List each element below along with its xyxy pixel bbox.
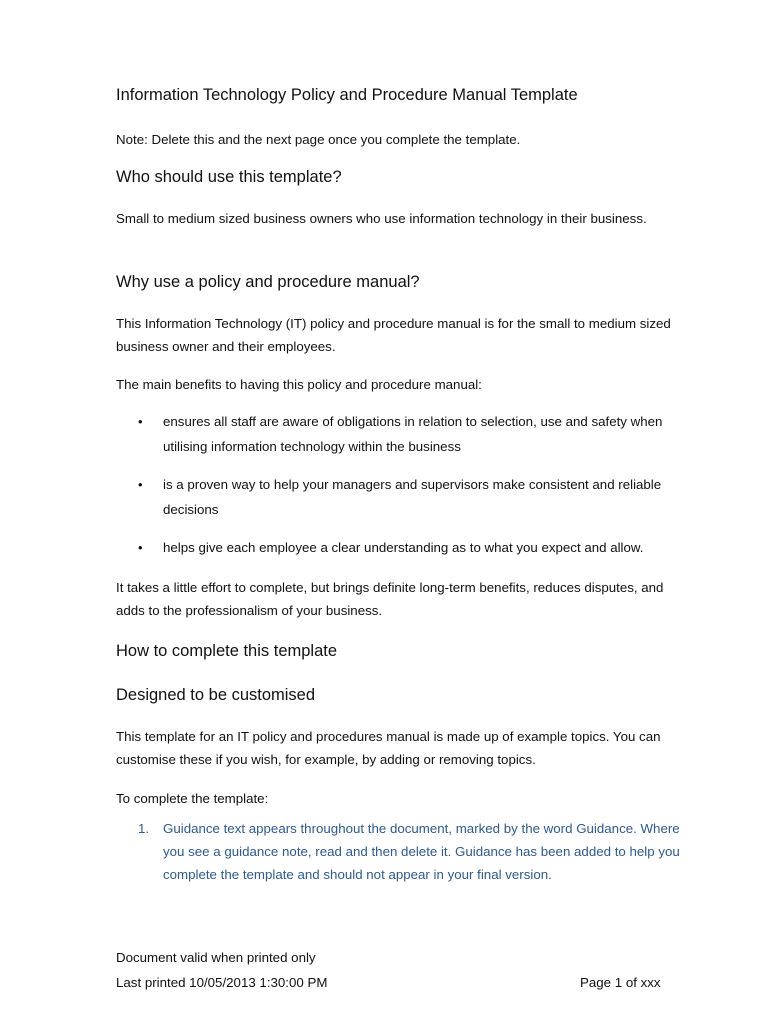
heading-how: How to complete this template <box>116 642 338 660</box>
paragraph-benefits-lead: The main benefits to having this policy and procedure manual: <box>116 377 482 392</box>
document-title: Information Technology Policy and Procedure Manual Template <box>116 86 578 104</box>
heading-why: Why use a policy and procedure manual? <box>116 273 420 291</box>
list-item-text: ensures all staff are aware of obligations in relation to selection, use and safety when utilising information technology within the business <box>163 414 663 454</box>
list-item-text: is a proven way to help your managers and supervisors make consistent and reliable decisions <box>163 477 662 517</box>
paragraph-why-intro: This Information Technology (IT) policy and procedure manual is for the small to medium sized business owner and their employees. <box>116 316 671 354</box>
step-text: Guidance text appears throughout the document, marked by the word Guidance. Where you see a guidance note, read and then delete it. Guidance has been added to help you complete the template and should not appear in your final version. <box>163 821 680 882</box>
heading-who: Who should use this template? <box>116 168 342 186</box>
subheading-customised: Designed to be customised <box>116 686 316 704</box>
delete-note: Note: Delete this and the next page once you complete the template. <box>116 132 521 147</box>
bullet-icon: • <box>138 414 143 429</box>
footer-page-number: Page 1 of xxx <box>580 975 661 990</box>
paragraph-why-closing: It takes a little effort to complete, but brings definite long-term benefits, reduces disputes, and adds to the professionalism of your business. <box>116 580 664 618</box>
bullet-icon: • <box>138 477 143 492</box>
footer-validity: Document valid when printed only <box>116 950 316 965</box>
paragraph-who: Small to medium sized business owners who use information technology in their business. <box>116 211 647 226</box>
list-item-text: helps give each employee a clear understanding as to what you expect and allow. <box>163 540 644 555</box>
paragraph-steps-lead: To complete the template: <box>116 791 269 806</box>
paragraph-how: This template for an IT policy and procedures manual is made up of example topics. You can customise these if you wish, for example, by adding or removing topics. <box>116 729 661 767</box>
bullet-icon: • <box>138 540 143 555</box>
step-number: 1. <box>138 821 150 836</box>
footer-last-printed: Last printed 10/05/2013 1:30:00 PM <box>116 975 328 990</box>
